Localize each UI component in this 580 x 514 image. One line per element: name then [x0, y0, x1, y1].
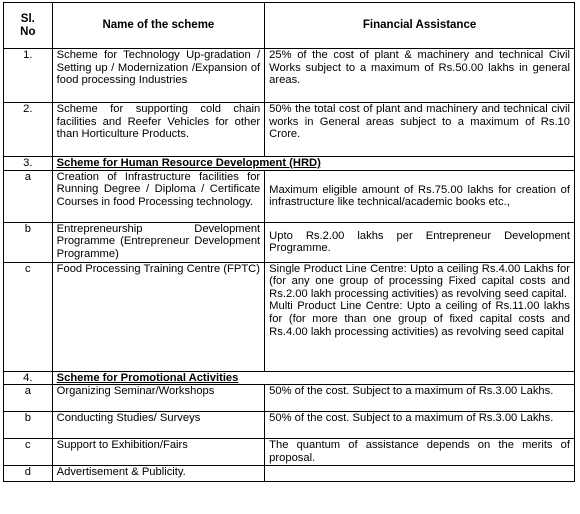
- section-title: Scheme for Promotional Activities: [52, 371, 574, 385]
- scheme-name: Support to Exhibition/Fairs: [52, 439, 265, 466]
- scheme-name: Scheme for Technology Up-gradation / Setting up / Modernization /Expansion of food processing Industries: [52, 49, 265, 103]
- financial-assistance: 50% the total cost of plant and machinery and technical civil works in General areas subject to a maximum of Rs.10 Crore.: [265, 103, 575, 157]
- document-page: [3, 2, 575, 482]
- financial-assistance: [265, 262, 575, 371]
- row-number: 3.: [4, 157, 53, 171]
- row-number: 2.: [4, 103, 53, 157]
- row-number: a: [4, 170, 53, 222]
- row-number: 1.: [4, 49, 53, 103]
- table-row: [4, 262, 575, 371]
- multi-product-line-text: Multi Product Line Centre: Upto a ceiling of Rs.11.00 lakhs for (for more than one group of fixed capital costs and Rs.4.00 lakh processing activities) as revolving seed capital: [269, 300, 570, 338]
- scheme-name: Conducting Studies/ Surveys: [52, 412, 265, 439]
- section-title: Scheme for Human Resource Development (HRD): [52, 157, 574, 171]
- table-row: [4, 170, 575, 222]
- header-sl-no: Sl. No: [4, 3, 53, 49]
- row-number: d: [4, 466, 53, 482]
- scheme-name: Organizing Seminar/Workshops: [52, 385, 265, 412]
- row-number: b: [4, 412, 53, 439]
- row-number: c: [4, 439, 53, 466]
- financial-assistance: [265, 466, 575, 482]
- scheme-name: Creation of Infrastructure facilities for Running Degree / Diploma / Certificate Courses in food Processing technology.: [52, 170, 265, 222]
- table-row: [4, 103, 575, 157]
- financial-assistance: 50% of the cost. Subject to a maximum of Rs.3.00 Lakhs.: [265, 412, 575, 439]
- table-row: [4, 439, 575, 466]
- scheme-table: [3, 2, 575, 482]
- scheme-name: Entrepreneurship Development Programme (Entrepreneur Development Programme): [52, 222, 265, 262]
- financial-assistance: 25% of the cost of plant & machinery and technical Civil Works subject to a maximum of Rs.50.00 lakhs in general areas.: [265, 49, 575, 103]
- financial-assistance: 50% of the cost. Subject to a maximum of Rs.3.00 Lakhs.: [265, 385, 575, 412]
- scheme-name: Scheme for supporting cold chain facilities and Reefer Vehicles for other than Horticulture Products.: [52, 103, 265, 157]
- header-scheme-name: Name of the scheme: [52, 3, 265, 49]
- scheme-name: Advertisement & Publicity.: [52, 466, 265, 482]
- table-row: [4, 222, 575, 262]
- financial-assistance: The quantum of assistance depends on the merits of proposal.: [265, 439, 575, 466]
- table-row: [4, 385, 575, 412]
- section-header-row: [4, 371, 575, 385]
- financial-assistance: Maximum eligible amount of Rs.75.00 lakhs for creation of infrastructure like technical/academic books etc.,: [265, 170, 575, 222]
- scheme-name: Food Processing Training Centre (FPTC): [52, 262, 265, 371]
- row-number: 4.: [4, 371, 53, 385]
- header-financial-assistance: Financial Assistance: [265, 3, 575, 49]
- section-header-row: [4, 157, 575, 171]
- financial-assistance: Upto Rs.2.00 lakhs per Entrepreneur Development Programme.: [265, 222, 575, 262]
- table-header-row: [4, 3, 575, 49]
- row-number: a: [4, 385, 53, 412]
- row-number: c: [4, 262, 53, 371]
- table-row: [4, 466, 575, 482]
- single-product-line-text: Single Product Line Centre: Upto a ceiling Rs.4.00 Lakhs for (for any one group of processing Fixed capital costs and Rs.2.00 lakh processing activities) as revolving seed capital.: [269, 262, 570, 300]
- table-row: [4, 412, 575, 439]
- table-row: [4, 49, 575, 103]
- row-number: b: [4, 222, 53, 262]
